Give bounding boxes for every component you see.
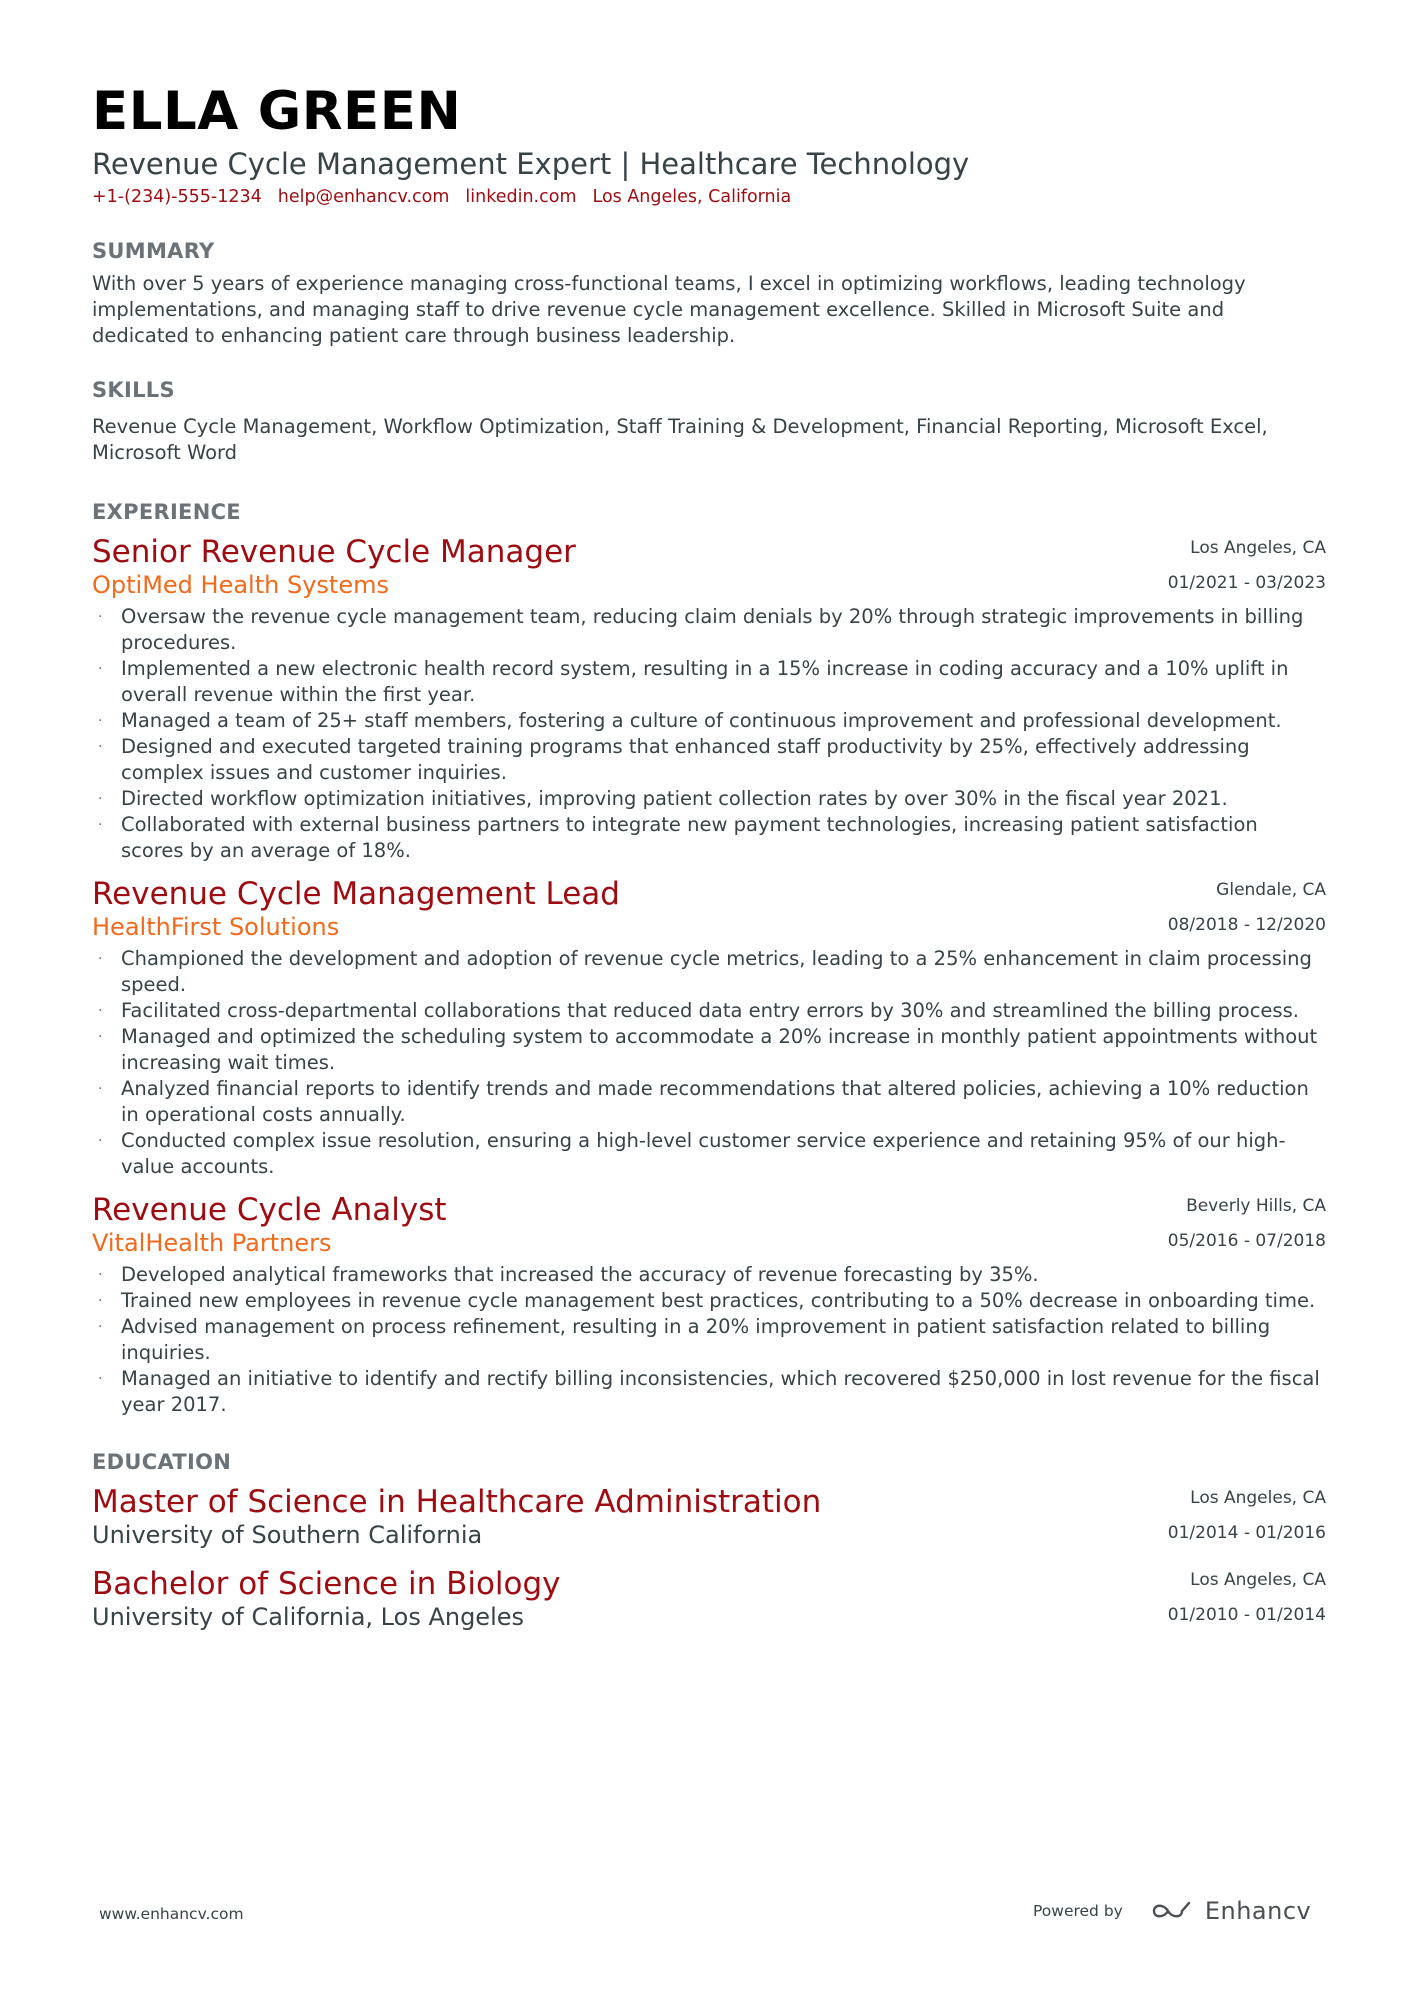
bullet-icon: · (98, 1293, 103, 1309)
job-bullet: · Managed and optimized the scheduling system to accommodate a 20% increase in monthly patient appointments without increasing wait times. (98, 1025, 1318, 1074)
job-dates: 01/2021 - 03/2023 (1167, 573, 1326, 593)
enhancv-logo-icon (1151, 1899, 1197, 1923)
job-bullet: · Implemented a new electronic health record system, resulting in a 15% increase in coding accuracy and a 10% uplift in overall revenue within the first year. (98, 657, 1289, 706)
bullet-icon: · (98, 1319, 103, 1335)
candidate-headline: Revenue Cycle Management Expert | Healthcare Technology (92, 147, 970, 181)
job-bullet: · Advised management on process refinement, resulting in a 20% improvement in patient satisfaction related to billing inquiries. (98, 1315, 1271, 1364)
powered-by-text: Powered by (1033, 1902, 1123, 1920)
job-title: Senior Revenue Cycle Manager (92, 534, 576, 570)
skills-text: Revenue Cycle Management, Workflow Optimization, Staff Training & Development, Financial Reporting, Microsoft Excel, Microsoft Word (92, 415, 1268, 464)
education-meta (1168, 1566, 1326, 1627)
footer-branding (1033, 1897, 1311, 1925)
education-location: Los Angeles, CA (1190, 1488, 1326, 1508)
summary-title: SUMMARY (92, 239, 215, 263)
bullet-icon: · (98, 1267, 103, 1283)
job-location: Beverly Hills, CA (1186, 1196, 1326, 1216)
bullet-icon: · (98, 1133, 103, 1149)
job-dates: 05/2016 - 07/2018 (1167, 1231, 1326, 1251)
footer-website[interactable]: www.enhancv.com (99, 1905, 244, 1923)
school-name: University of Southern California (92, 1521, 483, 1549)
summary-text: With over 5 years of experience managing cross-functional teams, I excel in optimizing workflows, leading technology implementations, and managing staff to drive revenue cycle management excellence. Skilled in Microsoft Suite and dedicated to enhancing patient care through business leadership. (92, 272, 1246, 347)
education-meta (1168, 1484, 1326, 1545)
job-bullet: · Championed the development and adoption of revenue cycle metrics, leading to a 25% enhancement in claim processing speed. (98, 947, 1312, 996)
bullet-icon: · (98, 609, 103, 625)
candidate-name: ELLA GREEN (92, 81, 462, 142)
job-bullet: · Developed analytical frameworks that increased the accuracy of revenue forecasting by 35%. (98, 1263, 1039, 1286)
education-location: Los Angeles, CA (1190, 1570, 1326, 1590)
bullet-icon: · (98, 713, 103, 729)
job-bullet: · Collaborated with external business partners to integrate new payment technologies, increasing patient satisfaction scores by an average of 18%. (98, 813, 1258, 862)
job-title: Revenue Cycle Management Lead (92, 876, 620, 912)
location-text: Los Angeles, California (592, 187, 792, 207)
job-bullets (92, 604, 1326, 864)
skills-title: SKILLS (92, 378, 175, 402)
degree-title: Bachelor of Science in Biology (92, 1566, 561, 1602)
job-meta (1168, 1192, 1326, 1253)
job-bullet: · Designed and executed targeted training programs that enhanced staff productivity by 25%, effectively addressing complex issues and customer inquiries. (98, 735, 1250, 784)
job-bullets (92, 1262, 1326, 1418)
job-bullet: · Managed an initiative to identify and rectify billing inconsistencies, which recovered $250,000 in lost revenue for the fiscal year 2017. (98, 1367, 1320, 1416)
brand-name: Enhancv (1204, 1897, 1312, 1925)
job-company: VitalHealth Partners (92, 1229, 332, 1257)
linkedin-link[interactable]: linkedin.com (465, 187, 577, 207)
contact-line (92, 185, 1326, 209)
job-entry (92, 876, 1326, 1180)
job-bullet: · Facilitated cross-departmental collaborations that reduced data entry errors by 30% and streamlined the billing process. (98, 999, 1299, 1022)
school-name: University of California, Los Angeles (92, 1603, 525, 1631)
job-bullet: · Directed workflow optimization initiatives, improving patient collection rates by over 30% in the fiscal year 2021. (98, 787, 1228, 810)
job-bullet: · Trained new employees in revenue cycle management best practices, contributing to a 50% decrease in onboarding time. (98, 1289, 1316, 1312)
bullet-icon: · (98, 661, 103, 677)
education-entry (92, 1566, 1326, 1632)
job-dates: 08/2018 - 12/2020 (1167, 915, 1326, 935)
job-meta (1168, 876, 1326, 937)
education-dates: 01/2014 - 01/2016 (1167, 1523, 1326, 1543)
experience-section (92, 498, 1326, 1418)
job-title: Revenue Cycle Analyst (92, 1192, 447, 1228)
education-dates: 01/2010 - 01/2014 (1167, 1605, 1326, 1625)
phone-link[interactable]: +1-(234)-555-1234 (92, 187, 262, 207)
job-bullet: · Conducted complex issue resolution, ensuring a high-level customer service experience and retaining 95% of our high-value accounts. (98, 1129, 1286, 1178)
bullet-icon: · (98, 1371, 103, 1387)
summary-section (92, 237, 1326, 349)
bullet-icon: · (98, 817, 103, 833)
education-entry (92, 1484, 1326, 1550)
job-entry (92, 1192, 1326, 1418)
job-meta (1168, 534, 1326, 595)
brand-logo[interactable] (1151, 1897, 1311, 1925)
job-entry (92, 534, 1326, 864)
resume-page (92, 82, 1326, 1632)
email-link[interactable]: help@enhancv.com (277, 187, 450, 207)
bullet-icon: · (98, 739, 103, 755)
job-company: HealthFirst Solutions (92, 913, 340, 941)
job-bullet: · Oversaw the revenue cycle management team, reducing claim denials by 20% through strategic improvements in billing procedures. (98, 605, 1304, 654)
job-company: OptiMed Health Systems (92, 571, 389, 599)
education-title: EDUCATION (92, 1450, 232, 1474)
job-bullet: · Managed a team of 25+ staff members, fostering a culture of continuous improvement and professional development. (98, 709, 1282, 732)
job-location: Los Angeles, CA (1190, 538, 1326, 558)
skills-section (92, 376, 1326, 466)
job-bullet: · Analyzed financial reports to identify trends and made recommendations that altered policies, achieving a 10% reduction in operational costs annually. (98, 1077, 1309, 1126)
experience-title: EXPERIENCE (92, 500, 241, 524)
bullet-icon: · (98, 1029, 103, 1045)
job-location: Glendale, CA (1216, 880, 1326, 900)
job-bullets (92, 946, 1326, 1180)
bullet-icon: · (98, 791, 103, 807)
bullet-icon: · (98, 951, 103, 967)
education-section (92, 1448, 1326, 1632)
degree-title: Master of Science in Healthcare Administration (92, 1484, 822, 1520)
bullet-icon: · (98, 1003, 103, 1019)
bullet-icon: · (98, 1081, 103, 1097)
